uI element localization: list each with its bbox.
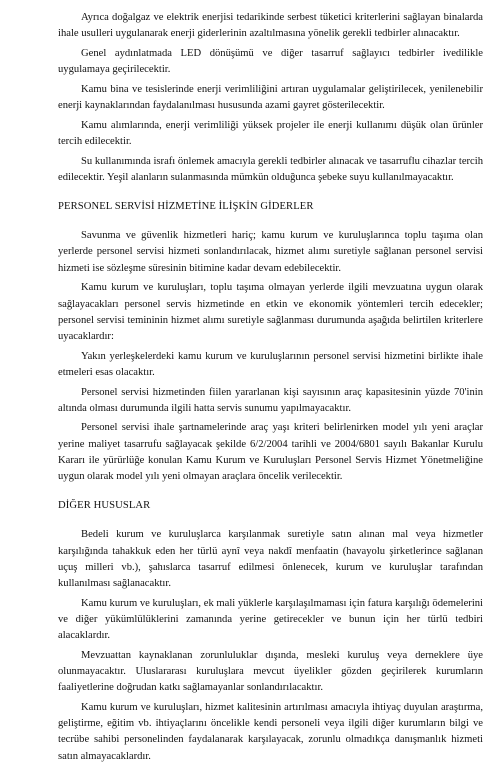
paragraph-invoice-payments: Kamu kurum ve kuruluşları, ek mali yüklerle karşılaşılmaması için fatura karşılığı ödemelerini ve diğer yükümlülüklerini zamanında yerine getirecekler ve bunun için her türlü tedbiri alacaklardır.: [58, 597, 483, 642]
paragraph-energy-efficiency: Kamu bina ve tesislerinde enerji verimliliğini artıran uygulamalar geliştirilecek, yenilenebilir enerji kaynaklarından faydalanılması hususunda azami gayret gösterilecektir.: [58, 83, 483, 112]
document-page: [58, 10, 483, 768]
section-heading-other-matters: DİĞER HUSUSLAR: [58, 500, 151, 512]
paragraph-public-procurement: Kamu alımlarında, enerji verimliliği yüksek projeler ile enerji kullanımı düşük olan ürünler tercih edilecektir.: [58, 119, 483, 147]
paragraph-water-usage: Su kullanımında israfı önlemek amacıyla gerekli tedbirler alınacak ve tasarruflu cihazlar tercih edilecektir. Yeşil alanların sulanmasında mümkün olduğunca şebeke suyu kullanılmayacaktır.: [58, 155, 483, 183]
paragraph-joint-tender: Yakın yerleşkelerdeki kamu kurum ve kuruluşlarının personel servisi hizmetini birlikte ihale etmeleri esas olacaktır.: [58, 350, 483, 378]
paragraph-memberships: Mevzuattan kaynaklanan zorunluluklar dışında, mesleki kuruluş veya derneklere üye olunmayacaktır. Uluslararası kuruluşlara mevcut üyelikler gözden geçirilerek kurumların faaliyetlerine doğrudan katkı sağlamayanlar sonlandırılacaktır.: [58, 649, 483, 694]
paragraph-natural-gas-electricity: Ayrıca doğalgaz ve elektrik enerjisi tedarikinde serbest tüketici kriterlerini sağlayan binalarda ihale usulleri uygulanarak enerji giderlerinin azaltılmasına yönelik gerekli tedbirler alınacaktır.: [58, 12, 483, 40]
paragraph-consultancy: Kamu kurum ve kuruluşları, hizmet kalitesinin artırılması amacıyla ihtiyaç duyulan araştırma, geliştirme, eğitim vb. ihtiyaçlarını öncelikle kendi personeli veya ilgili diğer kurumların bilgi ve tecrübe sahibi personelinden faydalanarak karşılayacak, zorunlu olmadıkça danışmanlık hizmeti satın almayacaklardır.: [58, 702, 483, 762]
paragraph-service-criteria: Kamu kurum ve kuruluşları, toplu taşıma olmayan yerlerde ilgili mevzuatına uygun olarak sağlayacakları personel servis hizmetinde en etkin ve ekonomik yöntemleri tercih edecekler; personel servisi temininin hizmet alımı suretiyle sağlanması durumunda aşağıda belirtilen kriterlere uyacaklardır:: [58, 282, 483, 342]
paragraph-vehicle-age: Personel servisi ihale şartnamelerinde araç yaşı kriteri belirlenirken model yılı yeni araçlar yerine maliyet tasarrufu sağlayacak şekilde 6/2/2004 tarihli ve 2004/6801 sayılı Bakanlar Kurulu Kararı ile yürürlüğe konulan Kamu Kurum ve Kuruluşları Personel Servis Hizmet Yönetmeliğine uygun olarak model yılı yeni olmayan araçlara öncelik verilecektir.: [58, 422, 483, 483]
other-matters-section: [58, 498, 483, 765]
section-heading-personnel-service: PERSONEL SERVİSİ HİZMETİNE İLİŞKİN GİDERLER: [58, 201, 314, 213]
paragraph-service-termination: Savunma ve güvenlik hizmetleri hariç; kamu kurum ve kuruluşlarınca toplu taşıma olan yerlerde personel servisi hizmeti sonlandırılacak, hizmet alımı suretiyle sağlanan personel servisi hizmeti ise sözleşme süresinin bitimine kadar devam edebilecektir.: [58, 230, 483, 274]
paragraph-benefits: Bedeli kurum ve kuruluşlarca karşılanmak suretiyle satın alınan mal veya hizmetler karşılığında tahakkuk eden her türlü aynî veya nakdî menfaatin (havayolu şirketlerince sağlanan uçuş milleri vb.), şahıslarca tasarruf edilmesi önlenecek, kurum ve kuruluşlar tarafından kullanılması sağlanacaktır.: [58, 529, 483, 590]
intro-section: [58, 10, 483, 186]
personnel-service-section: [58, 199, 483, 485]
paragraph-capacity-threshold: Personel servisi hizmetinden fiilen yararlanan kişi sayısının araç kapasitesinin yüzde 70'inin altında olması durumunda ilgili hatta servis sunumu yapılmayacaktır.: [58, 386, 483, 414]
paragraph-led-lighting: Genel aydınlatmada LED dönüşümü ve diğer tasarruf sağlayıcı tedbirler ivedilikle uygulamaya geçirilecektir.: [58, 47, 483, 76]
